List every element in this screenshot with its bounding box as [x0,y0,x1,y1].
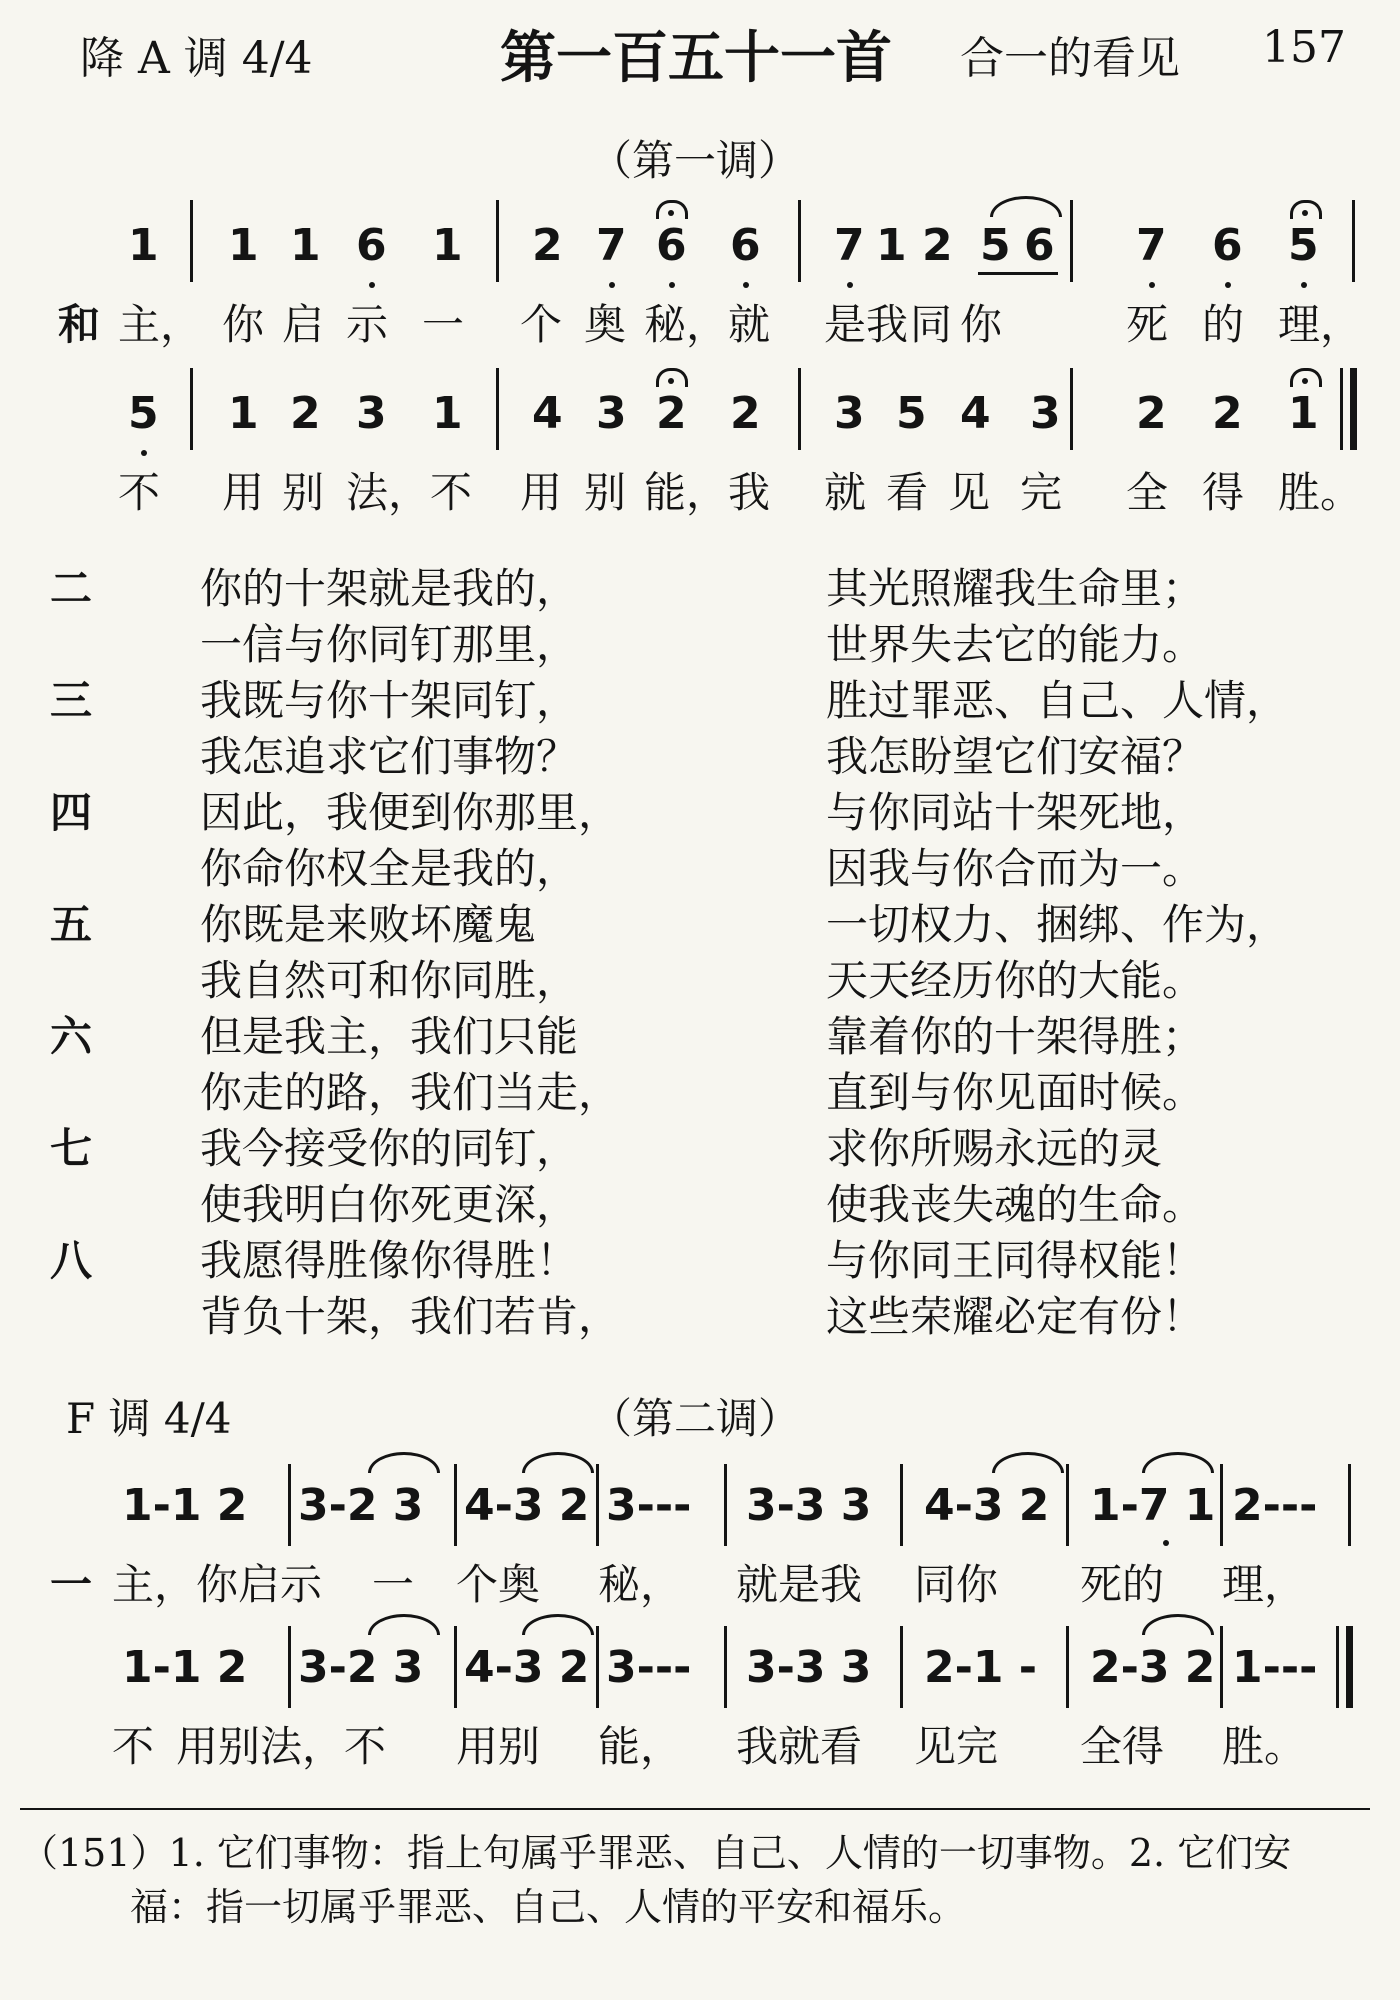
key-signature: 降 A 调 4/4 [80,33,313,84]
note: 2 [1212,388,1243,439]
note: 7 [596,220,627,271]
verse-line [0,1004,1400,1060]
measure: 3-2 3 [298,1642,424,1693]
slur [992,1452,1064,1473]
measure: 3-3 3 [746,1480,872,1531]
bar-line [724,1626,727,1708]
fermata [656,368,688,387]
lyric: 主，你启示 [112,1560,323,1609]
verse-text-left: 因此，我便到你那里， [200,788,621,837]
note: 4 [960,388,991,439]
measure: 1--- [1232,1642,1318,1693]
verse-number: 六 [50,1012,93,1061]
note: 1 [1288,388,1319,439]
verse-number: 八 [50,1236,93,1285]
lyric: 主， [118,300,203,349]
verse-text-left: 我怎追求它们事物？ [200,732,579,781]
bar-line [1220,1464,1223,1546]
slur [522,1614,594,1635]
verse-text-right: 世界失去它的能力。 [826,620,1205,669]
tune-two-label: （第二调） [590,1394,801,1443]
lyric: 能，我 [644,468,771,517]
bar-line [1336,1626,1339,1708]
verse-text-left: 你走的路，我们当走， [200,1068,621,1117]
verse-text-right: 与你同站十架死地， [826,788,1205,837]
slur [368,1452,440,1473]
bar-line [1070,368,1073,450]
verse-line [0,724,1400,780]
lyric: 同你 [914,1560,999,1609]
verse-line [0,1172,1400,1228]
measure: 1-1 2 [122,1480,248,1531]
lyric: 同 [910,300,953,349]
slur [522,1452,594,1473]
lyric: 理， [1278,300,1363,349]
verse-text-left: 使我明白你死更深， [200,1180,579,1229]
footnote-line-1: （151）1. 它们事物：指上句属乎罪恶、自己、人情的一切事物。2. 它们安 [20,1831,1292,1875]
lyric: 一 [372,1560,415,1609]
measure: 2-3 2 [1090,1642,1216,1693]
lyric: 得 [1202,468,1245,517]
verse-line [0,892,1400,948]
verse-number: 四 [50,788,93,837]
bar-line [190,200,193,282]
verse-text-right: 我怎盼望它们安福？ [826,732,1205,781]
bar-line [1220,1626,1223,1708]
lyric: 全得 [1080,1722,1165,1771]
verse-text-left: 我愿得胜像你得胜！ [200,1236,579,1285]
note: 3 [1030,388,1061,439]
verse-text-right: 因我与你合而为一。 [826,844,1205,893]
lyric: 我 [866,300,909,349]
note: 1 [228,220,259,271]
measure: 4-3 2 [924,1480,1050,1531]
page-number: 157 [1262,22,1346,73]
note: 2 [730,388,761,439]
fermata [656,200,688,219]
bar-line [724,1464,727,1546]
bar-line [454,1464,457,1546]
octave-dot [141,450,147,456]
verse-text-right: 其光照耀我生命里； [826,564,1205,613]
verse-number: 三 [50,676,93,725]
measure: 1-1 2 [122,1642,248,1693]
tune-two-notes-row-1 [0,1478,1400,1548]
note: 1 [876,220,907,271]
tune-one-label: （第一调） [590,136,801,185]
bar-line [900,1464,903,1546]
verse-text-right: 求你所赐永远的灵 [826,1124,1163,1173]
bar-line [496,200,499,282]
bar-line [1348,1464,1351,1546]
bar-line [1066,1626,1069,1708]
note: 1 [432,220,463,271]
note: 7 [834,220,865,271]
note: 3 [356,388,387,439]
fermata [1290,200,1322,219]
hymn-title: 第一百五十一首 [500,26,892,91]
verse-text-right: 直到与你见面时候。 [826,1068,1205,1117]
bar-line [288,1464,291,1546]
lyric: 一 [422,300,465,349]
verse-text-right: 靠着你的十架得胜； [826,1012,1205,1061]
bar-line [900,1626,903,1708]
verse-line [0,668,1400,724]
verse-text-right: 一切权力、捆绑、作为， [826,900,1289,949]
lyric: 个 [520,300,563,349]
note: 2 [1136,388,1167,439]
note: 1 [228,388,259,439]
note: 3 [596,388,627,439]
lyric: 死 [1126,300,1169,349]
bar-line [496,368,499,450]
verse-text-left: 你既是来败坏魔鬼 [200,900,537,949]
measure: 4-3 2 [464,1642,590,1693]
verse-line [0,780,1400,836]
lyric: 是 [824,300,867,349]
note: 5 [980,220,1011,271]
verse-text-right: 胜过罪恶、自己、人情， [826,676,1289,725]
verse-line [0,836,1400,892]
bar-line [1340,368,1343,450]
measure: 3--- [606,1480,692,1531]
lyric: 胜。 [1278,468,1363,517]
note: 5 [1288,220,1319,271]
fermata [1290,368,1322,387]
slur [368,1614,440,1635]
note: 6 [356,220,387,271]
measure: 1-7 1 [1090,1480,1216,1531]
lyric: 别 [584,468,627,517]
lyric: 能， [598,1722,683,1771]
bar-line [798,368,801,450]
octave-dot [1225,282,1231,288]
tune-one-notes-row-2 [0,386,1400,456]
lyric: 全 [1126,468,1169,517]
lyric: 不 [118,468,161,517]
verse-text-right: 与你同王同得权能！ [826,1236,1205,1285]
verse-line [0,556,1400,612]
lyric: 示 [346,300,389,349]
lyric: 法，不 [346,468,473,517]
lyric: 的 [1202,300,1245,349]
lyric: 用别 [456,1722,541,1771]
slur [1142,1452,1214,1473]
lyric: 见 [948,468,991,517]
octave-dot [669,282,675,288]
verse-text-left: 我自然可和你同胜， [200,956,579,1005]
note: 2 [922,220,953,271]
lyric: 死的 [1080,1560,1165,1609]
slur [990,196,1062,217]
verse-line [0,1060,1400,1116]
hymn-subtitle: 合一的看见 [960,33,1180,84]
verse-line [0,1228,1400,1284]
verse-number: 和 [58,300,101,349]
verse-number: 二 [50,564,93,613]
lyric: 个奥 [456,1560,541,1609]
lyric: 见完 [914,1722,999,1771]
octave-dot [1163,1540,1169,1546]
lyric: 看 [886,468,929,517]
verse-text-left: 你命你权全是我的， [200,844,579,893]
lyric: 就是我 [736,1560,863,1609]
measure: 4-3 2 [464,1480,590,1531]
lyric: 就 [824,468,867,517]
octave-dot [1149,282,1155,288]
eighth-underline [978,272,1058,275]
final-bar-line [1346,1626,1353,1708]
verse-text-left: 我今接受你的同钉， [200,1124,579,1173]
lyric: 用 [520,468,563,517]
note: 6 [656,220,687,271]
footnote-line-2: 福：指一切属乎罪恶、自己、人情的平安和福乐。 [130,1885,967,1929]
note: 7 [1136,220,1167,271]
note: 3 [834,388,865,439]
octave-dot [847,282,853,288]
note: 1 [432,388,463,439]
slur [1142,1614,1214,1635]
verse-text-right: 这些荣耀必定有份！ [826,1292,1205,1341]
measure: 3-2 3 [298,1480,424,1531]
octave-dot [743,282,749,288]
bar-line [1066,1464,1069,1546]
final-bar-line [1350,368,1357,450]
verse-line [0,612,1400,668]
verse-number: 五 [50,900,93,949]
note: 2 [532,220,563,271]
verse-text-left: 一信与你同钉那里， [200,620,579,669]
verse-number: 七 [50,1124,93,1173]
verse-line [0,1284,1400,1340]
verse-text-left: 但是我主，我们只能 [200,1012,579,1061]
bar-line [596,1464,599,1546]
lyric: 完 [1020,468,1063,517]
verse-text-left: 我既与你十架同钉， [200,676,579,725]
lyric: 别 [282,468,325,517]
bar-line [596,1626,599,1708]
verse-number: 一 [50,1560,93,1609]
bar-line [190,368,193,450]
tune-two-notes-row-2 [0,1640,1400,1710]
verse-line [0,948,1400,1004]
note: 1 [128,220,159,271]
bar-line [798,200,801,282]
lyric: 不 [112,1722,155,1771]
measure: 3--- [606,1642,692,1693]
measure: 3-3 3 [746,1642,872,1693]
octave-dot [609,282,615,288]
tune-one-notes-row-1 [0,218,1400,288]
lyric: 用别法，不 [176,1722,387,1771]
note: 2 [656,388,687,439]
verse-text-left: 背负十架，我们若肯， [200,1292,621,1341]
lyric: 启 [282,300,325,349]
measure: 2-1 - [924,1642,1038,1693]
note: 6 [1024,220,1055,271]
verse-line [0,1116,1400,1172]
tune-two-key: F 调 4/4 [66,1394,232,1443]
bar-line [1070,200,1073,282]
note: 2 [290,388,321,439]
verse-text-right: 天天经历你的大能。 [826,956,1205,1005]
footnote-divider [20,1808,1370,1810]
lyric: 胜。 [1222,1722,1307,1771]
note: 5 [896,388,927,439]
lyric: 你 [222,300,265,349]
lyric: 你 [960,300,1003,349]
lyric: 秘，就 [644,300,771,349]
bar-line [454,1626,457,1708]
lyric: 奥 [584,300,627,349]
verse-text-right: 使我丧失魂的生命。 [826,1180,1205,1229]
octave-dot [369,282,375,288]
octave-dot [1301,282,1307,288]
note: 1 [290,220,321,271]
lyric: 我就看 [736,1722,863,1771]
verse-text-left: 你的十架就是我的， [200,564,579,613]
bar-line [1352,200,1355,282]
lyric: 理， [1222,1560,1307,1609]
note: 4 [532,388,563,439]
note: 6 [730,220,761,271]
note: 6 [1212,220,1243,271]
lyric: 秘， [598,1560,683,1609]
lyric: 用 [222,468,265,517]
measure: 2--- [1232,1480,1318,1531]
note: 5 [128,388,159,439]
bar-line [288,1626,291,1708]
